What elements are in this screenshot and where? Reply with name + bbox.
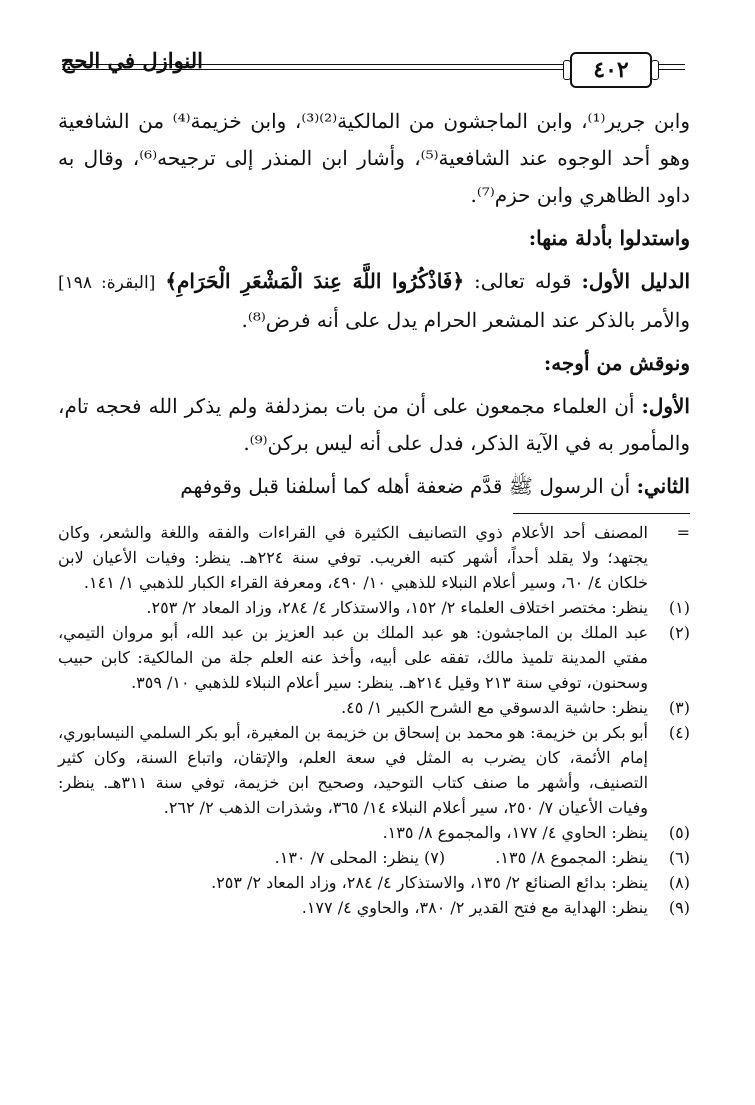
heading-evidence: واستدلوا بأدلة منها: xyxy=(528,226,690,250)
footnote-1 xyxy=(58,595,690,620)
footnote-2 xyxy=(58,620,690,695)
footnote-5 xyxy=(58,820,690,845)
point-2-lead: الثاني: xyxy=(636,474,690,498)
running-header-title: النوازل في الحج xyxy=(60,48,203,73)
footnote-text: ينظر: الهداية مع فتح القدير ٢/ ٣٨٠، والحاوي ٤/ ١٧٧. xyxy=(301,898,648,917)
header-rule-left xyxy=(62,64,564,70)
paragraph-point-2 xyxy=(58,468,690,505)
footnote-marker: (٤) xyxy=(668,723,690,742)
point-1-lead: الأول: xyxy=(641,394,690,418)
paragraph-point-1 xyxy=(58,388,690,462)
footnote-separator xyxy=(513,513,690,514)
page-number: ٤٠٢ xyxy=(593,57,629,83)
point-2-text: أن الرسول ﷺ قدَّم ضعفة أهله كما أسلفنا قبل وقوفهم xyxy=(180,474,631,498)
heading-discussion: ونوقش من أوجه: xyxy=(543,351,690,375)
main-text xyxy=(58,103,690,505)
point-1-text: أن العلماء مجمعون على أن من بات بمزدلفة ولم يذكر الله فحجه تام، والمأمور به في الآية الذكر، فدل على أنه ليس بركن⁽⁹⁾. xyxy=(58,394,690,455)
footnote-text: ينظر: بدائع الصنائع ٢/ ١٣٥، والاستذكار ٤/ ٢٨٤، وزاد المعاد ٢/ ٢٥٣. xyxy=(211,873,648,892)
footnote-6-7 xyxy=(58,845,690,870)
footnote-text: ينظر: مختصر اختلاف العلماء ٢/ ١٥٢، والاستذكار ٤/ ٢٨٤، وزاد المعاد ٢/ ٢٥٣. xyxy=(146,598,648,617)
footnotes xyxy=(58,520,690,920)
footnote-4 xyxy=(58,720,690,820)
footnote-3 xyxy=(58,695,690,720)
footnote-9 xyxy=(58,895,690,920)
footnote-text: ينظر: الحاوي ٤/ ١٧٧، والمجموع ٨/ ١٣٥. xyxy=(382,823,648,842)
footnote-marker: (٦) xyxy=(668,848,690,867)
footnote-8 xyxy=(58,870,690,895)
quran-verse: ﴿فَاذْكُرُوا اللَّهَ عِندَ الْمَشْعَرِ الْحَرَامِ﴾ xyxy=(165,269,465,293)
footnote-marker: (١) xyxy=(668,598,690,617)
footnote-text: ينظر: حاشية الدسوقي مع الشرح الكبير ١/ ٤٥. xyxy=(341,698,648,717)
footnote-marker: = xyxy=(676,523,690,542)
evidence-1-lead: الدليل الأول: xyxy=(581,269,691,293)
footnote-text: المصنف أحد الأعلام ذوي التصانيف الكثيرة في القراءات والفقه واللغة والشعر، وكان يجتهد؛ ولا يقلد أحداً، أشهر كتبه الغريب. توفي سنة ٢٢٤هـ. ينظر: وفيات الأعيان لابن خلكان ٤/ ٦٠، وسير أعلام النبلاء للذهبي ١٠/ ٤٩٠، ومعرفة القراء الكبار للذهبي ١/ ١٤١. xyxy=(58,523,649,592)
header-rule-right xyxy=(655,64,685,70)
footnote-marker: (٨) xyxy=(668,873,690,892)
footnote-continued xyxy=(58,520,690,595)
evidence-1-text: والأمر بالذكر عند المشعر الحرام يدل على أنه فرض⁽⁸⁾. xyxy=(241,308,690,332)
verse-reference: [البقرة: ١٩٨] xyxy=(58,273,156,293)
page-number-frame xyxy=(570,52,652,88)
footnote-text: ينظر: المحلى ٧/ ١٣٠. xyxy=(274,848,419,867)
evidence-1-intro: قوله تعالى: xyxy=(474,269,572,293)
footnote-marker: (٣) xyxy=(668,698,690,717)
footnote-text: ينظر: المجموع ٨/ ١٣٥. xyxy=(495,848,648,867)
footnote-marker: (٩) xyxy=(668,898,690,917)
footnote-marker: (٧) xyxy=(424,848,446,867)
footnote-text: عبد الملك بن الماجشون: هو عبد الملك بن عبد العزيز بن عبد الله، أبو مروان التيمي، مفتي المدينة تلميذ مالك، تفقه على أبيه، وأخذ عنه العلم جلة من المالكية: كابن حبيب وسحنون، توفي سنة ٢١٣ وقيل ٢١٤هـ. ينظر: سير أعلام النبلاء للذهبي ١٠/ ٣٥٩. xyxy=(58,623,649,692)
paragraph-evidence-1 xyxy=(58,263,690,339)
paragraph-scholars: وابن جرير⁽¹⁾، وابن الماجشون من المالكية⁽²⁾⁽³⁾، وابن خزيمة⁽⁴⁾ من الشافعية وهو أحد الوجوه عند الشافعية⁽⁵⁾، وأشار ابن المنذر إلى ترجيحه⁽⁶⁾، وقال به داود الظاهري وابن حزم⁽⁷⁾. xyxy=(58,109,691,207)
footnote-marker: (٥) xyxy=(668,823,690,842)
footnote-marker: (٢) xyxy=(668,623,690,642)
footnote-text: أبو بكر بن خزيمة: هو محمد بن إسحاق بن خزيمة بن المغيرة، أبو بكر السلمي النيسابوري، إمام الأئمة، كان يضرب به المثل في سعة العلم، والإتقان، واتباع السنة، وكان كثير التصنيف، وأشهر ما صنف كتاب التوحيد، وصحيح ابن خزيمة، توفي سنة ٣١١هـ. ينظر: وفيات الأعيان ٧/ ٢٥٠، سير أعلام النبلاء ١٤/ ٣٦٥، وشذرات الذهب ٢/ ٢٦٢. xyxy=(58,723,649,817)
